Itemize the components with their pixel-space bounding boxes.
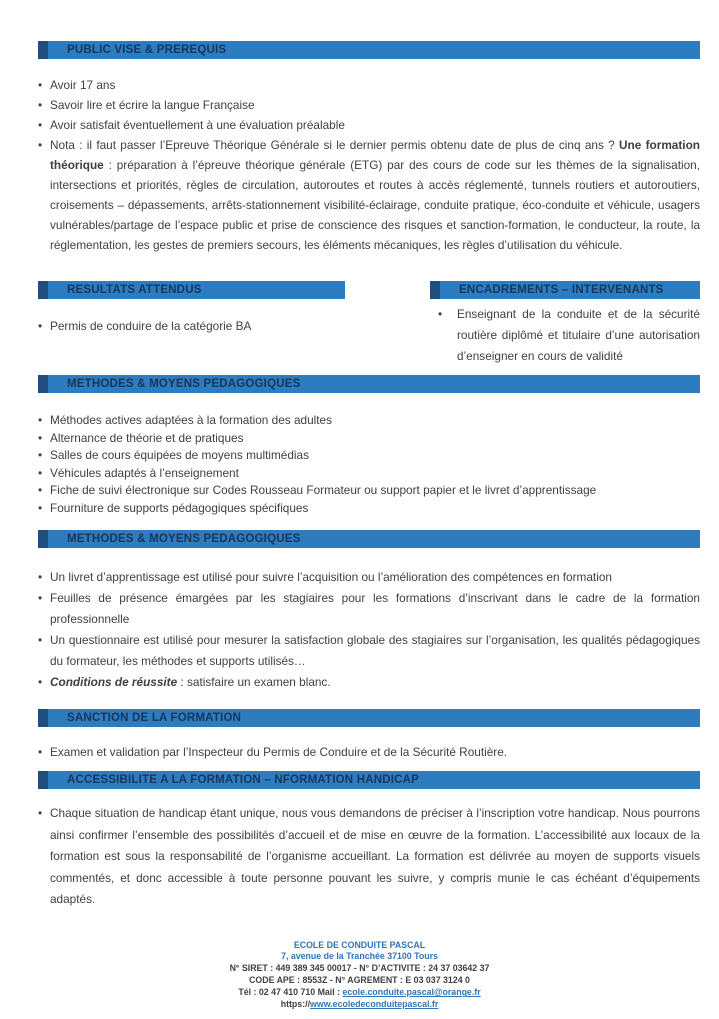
bullet-item: • Méthodes actives adaptées à la formation des adultes [38,412,700,430]
section-header-methodes-1: METHODES & MOYENS PEDAGOGIQUES [38,375,700,393]
email-link[interactable]: ecole.conduite.pascal@orange.fr [342,987,481,998]
bullet-item: • Un questionnaire est utilisé pour mesurer la satisfaction globale des stagiaires sur l’organisation, les qualités pédagogiques du formateur, les méthodes et supports utilisés… [38,630,700,672]
resultats-bullet-list [38,316,345,336]
footer-contact-line [0,987,719,999]
public-vise-bullet-list [38,75,700,255]
bullet-item: • Permis de conduire de la catégorie BA [38,316,345,336]
conditions-italic-text: Conditions de réussite [50,675,178,689]
two-column-section [38,281,700,367]
footer-siret-line: N° SIRET : 449 389 345 00017 - N° D’ACTIVITE : 24 37 03642 37 [229,963,490,974]
bullet-item: • Enseignant de la conduite et de la sécurité routière diplômé et titulaire d’une autorisation d’enseigner en cours de validité [430,304,700,367]
bullet-item: • Chaque situation de handicap étant unique, nous vous demandons de préciser à l’inscription votre handicap. Nous pourrons ainsi confirmer l’ensemble des possibilités d’accueil et de mise en œuvre de la formation. L’accessibilité aux locaux de la formation est sous la responsabilité de l’organisme accueillant. La formation est délivrée au moyen de supports visuels commentés, et donc accessible à toute personne pouvant les suivre, y compris munie le cas échéant d’équipements adaptés. [38,803,700,911]
bullet-item: • Feuilles de présence émargées par les stagiaires pour les formations d’inscrivant dans le cadre de la formation professionnelle [38,588,700,630]
footer-website-line [0,999,719,1011]
section-header-resultats: RESULTATS ATTENDUS [38,281,345,299]
nota-rest: : préparation à l’épreuve théorique générale (ETG) par des cours de code sur les thèmes de la signalisation, intersections et priorités, règles de circulation, autoroutes et routes à accès réglementé, tunnels routiers et autoroutiers, croisements – dépassements, arrêts-stationnement visibilité-éclairage, conduite pratique, éco-conduite et véhicule, usagers vulnérables/partage de l’espace public et prise de conscience des risques et sanction-formation, le conducteur, la route, la réglementation, les gestes de premiers secours, les éléments mécaniques, les règles d’utilisation du véhicule. [50,158,700,252]
bullet-item: • Savoir lire et écrire la langue Française [38,95,700,115]
nota-paragraph [38,135,700,255]
section-header-public-vise: PUBLIC VISE & PREREQUIS [38,41,700,59]
bullet-item: • Avoir satisfait éventuellement à une évaluation préalable [38,115,700,135]
section-header-encadrements: ENCADREMENTS – INTERVENANTS [430,281,700,299]
footer-tel-label: Tél : 02 47 410 710 Mail : [238,987,343,998]
footer-ape-line: CODE APE : 8553Z - N° AGREMENT : E 03 037 3124 0 [249,975,470,986]
bullet-item: • Alternance de théorie et de pratiques [38,430,700,448]
section-header-methodes-2: METHODES & MOYENS PEDAGOGIQUES [38,530,700,548]
encadrements-column [430,281,700,367]
section-header-accessibilite: ACCESSIBILITE A LA FORMATION – NFORMATION HANDICAP [38,771,700,789]
footer-school-name: ECOLE DE CONDUITE PASCAL [293,939,426,950]
conditions-bullet [38,672,700,693]
nota-prefix: Nota : il faut passer l’Epreuve Théorique Générale si le dernier permis obtenu date de plus de cinq ans ? [50,138,620,152]
encadrements-bullet-list [430,304,700,367]
footer [0,940,719,1011]
sanction-bullet-list [38,742,700,762]
bullet-item: • Fiche de suivi électronique sur Codes Rousseau Formateur ou support papier et le livret d’apprentissage [38,482,700,500]
methodes1-bullet-list [38,412,700,517]
bullet-item: • Examen et validation par l’Inspecteur du Permis de Conduire et de la Sécurité Routière. [38,742,700,762]
bullet-item: • Avoir 17 ans [38,75,700,95]
methodes2-bullet-list [38,567,700,693]
footer-url-prefix: https:// [280,999,311,1010]
bullet-item: • Un livret d’apprentissage est utilisé pour suivre l’acquisition ou l’amélioration des compétences en formation [38,567,700,588]
accessibilite-bullet-list [38,803,700,911]
section-header-sanction: SANCTION DE LA FORMATION [38,709,700,727]
bullet-item: • Salles de cours équipées de moyens multimédias [38,447,700,465]
website-link[interactable]: www.ecoledeconduitepascal.fr [310,999,439,1010]
nota-bold-text: Une formation théorique [50,138,700,172]
resultats-column [38,281,345,367]
bullet-item: • Véhicules adaptés à l’enseignement [38,465,700,483]
conditions-rest: : satisfaire un examen blanc. [177,675,331,689]
bullet-item: • Fourniture de supports pédagogiques spécifiques [38,500,700,518]
footer-address: 7, avenue de la Tranchée 37100 Tours [281,951,438,962]
